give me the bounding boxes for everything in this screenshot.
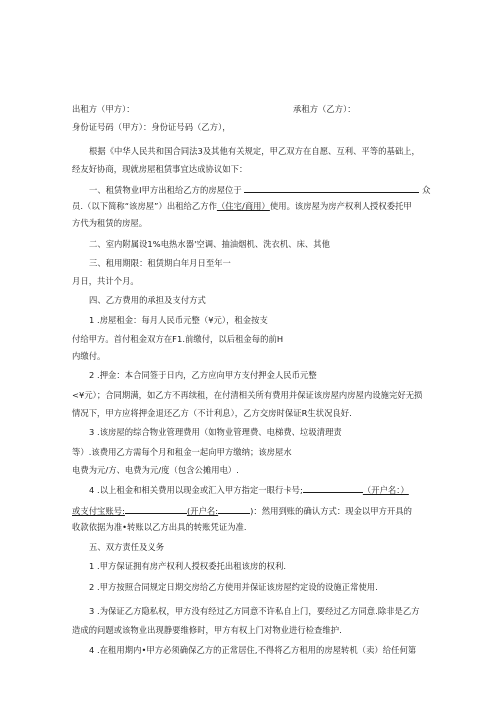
- item-3-fees: 3 .该房屋的综合物业管理费用（如物业管理费、电梯费、垃圾清理责: [89, 427, 342, 437]
- intro-line-1: 根据《中华人民共和国合同法3及其他有关规定，甲乙双方在自愿、互利、平等的基础上，: [89, 146, 420, 156]
- item-2-deposit-end: 情况下，甲方应将押金退还乙方（不计利息），乙方交房时保证R生状况良好.: [72, 408, 352, 418]
- section-1-line-2: [72, 200, 412, 212]
- alipay-account-name: (开户名:: [186, 506, 219, 516]
- item-4-payment: [89, 484, 409, 496]
- address-blank: [244, 184, 419, 193]
- item-3-fees-end: 电费为元/方、电费为元/度（包含公摊用电）.: [72, 465, 239, 475]
- item-1-rent-cont: 付给甲方。首付租金双方在F1.前缴付，以后租金每的前H: [72, 334, 284, 344]
- section-1-line-3: 方代为租赁的房屋。: [72, 218, 148, 228]
- item-4-confirm-text: )：然用到账的确认方式：现金以甲方开具的: [250, 506, 413, 516]
- section-1-line-1: [89, 184, 430, 196]
- item-4-payment-end: 收款依据为准•转账以乙方出具的转账凭证为准.: [72, 522, 247, 532]
- alipay-label: 或支付宝账号:: [72, 506, 125, 516]
- duty-4: 4 .在租用期内•甲方必须确保乙方的正常居住,不得将乙方租用的房屋转机（卖）给任何第: [89, 645, 417, 655]
- account-name-label: （开户名：）: [362, 485, 409, 495]
- intro-line-2: 经友好协商，现就房屋租赁事宜达成协议如下：: [72, 164, 248, 174]
- item-4-payment-text: 4 .以上租金和相关费用以现金或汇入甲方指定一眼行卡号;: [89, 485, 303, 495]
- duty-3-cont: 造成的问题或该物业出现静要维修时，甲方有权上门对物业进行检查维护.: [72, 625, 342, 635]
- section-1-tail: 众: [422, 185, 431, 195]
- id-numbers-line: 身份证号码（甲方）：身份证号码（乙方），: [72, 122, 231, 132]
- duty-3: 3 .为保证乙方隐私权，甲方没有经过乙方同意不许私自上门，要经过乙方同意.除非是乙方: [89, 606, 420, 616]
- alipay-name-blank: [218, 505, 250, 514]
- item-3-fees-cont: 等）.该费用乙方需每个月和租金一起向甲方缴纳；该房屋水: [72, 447, 292, 457]
- section-1-usage-suffix: 使用。该房屋为房产权利人授权委托甲: [269, 201, 412, 211]
- duty-2: 2 .甲方按照合同规定日期交房给乙方使用并保证该房屋约定设的设施正常使用.: [89, 582, 378, 592]
- alipay-blank: [125, 505, 187, 514]
- item-1-rent: 1 .房屋租金：每月人民币元整（¥元），租金按支: [89, 315, 268, 325]
- section-3-term-cont: 月日，共计个月。: [72, 276, 139, 286]
- bank-card-blank: [303, 484, 363, 493]
- section-2-fixtures: 二、室内附属设1%电热水器'空调、抽油烟机、洗衣机、床、其他: [89, 239, 330, 249]
- item-4-payment-cont: [72, 505, 412, 517]
- item-2-deposit-cont: <¥元）；合同期满，如乙方不再续租，在付清相关所有费用并保证该房屋内房屋内设施完好无损: [72, 390, 423, 400]
- lessor-label: 出租方（甲方）：: [72, 104, 135, 114]
- section-1-usage-prefix: 员.（以下简称“该房屋”）出租给乙方作: [72, 201, 217, 211]
- item-1-rent-end: 内缴付。: [72, 351, 106, 361]
- item-2-deposit: 2 .押金：本合同签于日内，乙方应向甲方支付押金人民币元整: [89, 370, 317, 380]
- duty-1: 1 .甲方保证拥有房产权利人授权委托出租该房的权利.: [89, 561, 287, 571]
- lessee-label: 承租方（乙方）：: [293, 104, 356, 114]
- section-5-heading: 五、双方责任及义务: [89, 542, 165, 552]
- section-4-heading: 四、乙方费用的承担及支付方式: [89, 295, 206, 305]
- section-1-text: 一、租赁物业I甲方出租给乙方的房屋位于: [89, 185, 242, 195]
- usage-type: （住宅/商用）: [216, 201, 270, 211]
- section-3-term: 三、租用期限：租赁期白年月日至年一: [89, 258, 231, 268]
